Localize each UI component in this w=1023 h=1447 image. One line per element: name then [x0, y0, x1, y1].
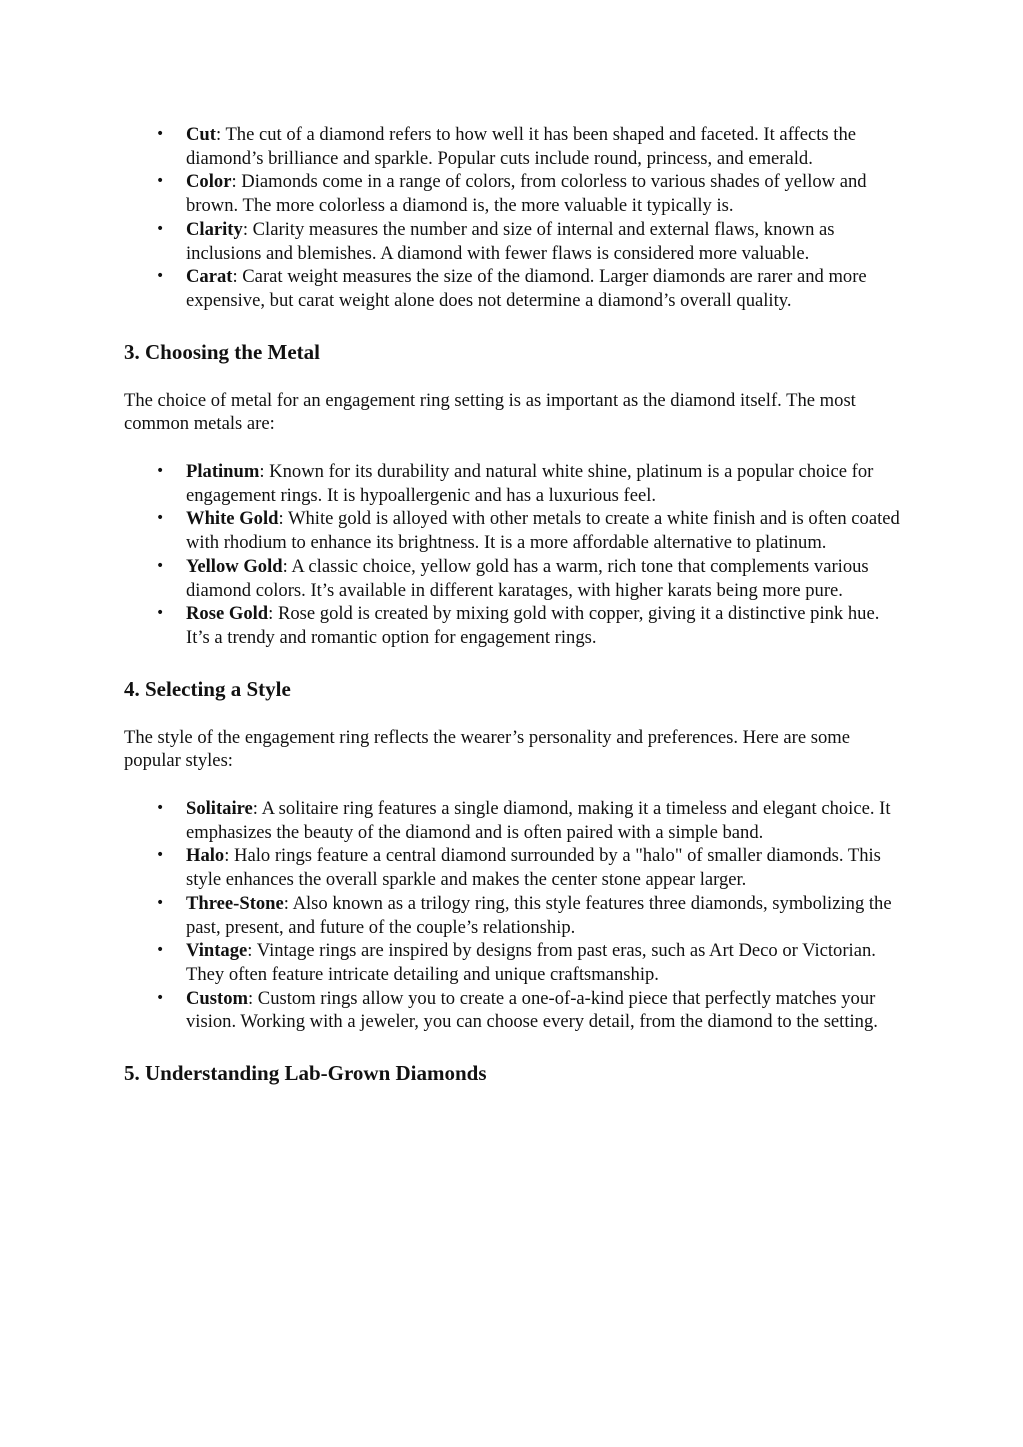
bullet-icon: • [156, 126, 165, 142]
bullet-icon: • [156, 605, 165, 622]
list-item-term: White Gold [186, 508, 279, 530]
bullet-icon: • [156, 894, 165, 911]
list-item [124, 602, 903, 649]
list-item-term: Carat [186, 266, 233, 288]
list-item-text: : A classic choice, yellow gold has a warm, rich tone that complements various diamond colors. It’s available in different karatages, with higher karats being more pure. [186, 555, 869, 601]
list-item-text: : Also known as a trilogy ring, this style features three diamonds, symbolizing the past, present, and future of the couple’s relationship. [186, 892, 892, 938]
bullet-icon: • [156, 220, 165, 237]
list-item-term: Vintage [186, 940, 248, 962]
bullet-icon: • [156, 268, 165, 285]
list-item-term: Yellow Gold [186, 555, 283, 577]
list-item-text: : Vintage rings are inspired by designs from past eras, such as Art Deco or Victorian. They often feature intricate detailing and unique craftsmanship. [186, 940, 876, 985]
list-item-text: : Clarity measures the number and size of internal and external flaws, known as inclusions and blemishes. A diamond with fewer flaws is considered more valuable. [186, 218, 835, 264]
list-item [124, 123, 903, 170]
list-item-text: : Known for its durability and natural white shine, platinum is a popular choice for engagement rings. It is hypoallergenic and has a luxurious feel. [186, 461, 874, 506]
list-item-text: : Diamonds come in a range of colors, from colorless to various shades of yellow and brown. The more colorless a diamond is, the more valuable it typically is. [186, 171, 867, 217]
metal-list [124, 460, 903, 650]
list-item [124, 797, 903, 844]
diamond-characteristics-list [124, 123, 903, 313]
list-item [124, 218, 903, 265]
list-item [124, 892, 903, 939]
section-intro-style: The style of the engagement ring reflects the wearer’s personality and preferences. Here are some popular styles: [124, 726, 851, 772]
list-item-term: Rose Gold [186, 603, 269, 625]
list-item [124, 170, 903, 217]
bullet-icon: • [156, 510, 165, 527]
section-heading-lab-grown: 5. Understanding Lab-Grown Diamonds [124, 1061, 487, 1086]
section-heading-style: 4. Selecting a Style [124, 676, 291, 701]
list-item-text: : The cut of a diamond refers to how well it has been shaped and faceted. It affects the diamond’s brilliance and sparkle. Popular cuts include round, princess, and emerald. [186, 124, 857, 169]
list-item [124, 507, 903, 554]
list-item [124, 844, 903, 891]
list-item-term: Three-Stone [186, 892, 284, 914]
bullet-icon: • [156, 800, 165, 817]
bullet-icon: • [156, 173, 165, 190]
list-item-text: : White gold is alloyed with other metals to create a white finish and is often coated with rhodium to enhance its brightness. It is a more affordable alternative to platinum. [186, 508, 900, 554]
list-item-text: : Rose gold is created by mixing gold with copper, giving it a distinctive pink hue. It’s a trendy and romantic option for engagement rings. [186, 603, 880, 648]
list-item-text: : Halo rings feature a central diamond surrounded by a "halo" of smaller diamonds. This style enhances the overall sparkle and makes the center stone appear larger. [186, 845, 881, 891]
style-list [124, 797, 903, 1034]
bullet-icon: • [156, 463, 165, 480]
bullet-icon: • [156, 989, 165, 1006]
section-heading-metal: 3. Choosing the Metal [124, 339, 320, 364]
list-item-text: : Carat weight measures the size of the diamond. Larger diamonds are rarer and more expensive, but carat weight alone does not determine a diamond’s overall quality. [186, 266, 867, 311]
list-item-term: Custom [186, 987, 248, 1009]
list-item-term: Color [186, 171, 232, 193]
list-item-term: Solitaire [186, 798, 253, 820]
bullet-icon: • [156, 942, 165, 959]
list-item-text: : Custom rings allow you to create a one-of-a-kind piece that perfectly matches your vision. Working with a jeweler, you can choose every detail, from the diamond to the setting. [186, 987, 878, 1033]
list-item [124, 555, 903, 602]
list-item [124, 460, 903, 507]
bullet-icon: • [156, 557, 165, 574]
list-item [124, 939, 903, 986]
list-item-text: : A solitaire ring features a single diamond, making it a timeless and elegant choice. It emphasizes the beauty of the diamond and is often paired with a simple band. [186, 798, 891, 843]
list-item-term: Halo [186, 845, 225, 867]
section-intro-metal: The choice of metal for an engagement ring setting is as important as the diamond itself. The most common metals are: [124, 389, 856, 435]
list-item [124, 987, 903, 1034]
list-item-term: Clarity [186, 218, 243, 240]
list-item-term: Cut [186, 124, 216, 145]
list-item [124, 265, 903, 312]
bullet-icon: • [156, 847, 165, 864]
list-item-term: Platinum [186, 461, 260, 483]
